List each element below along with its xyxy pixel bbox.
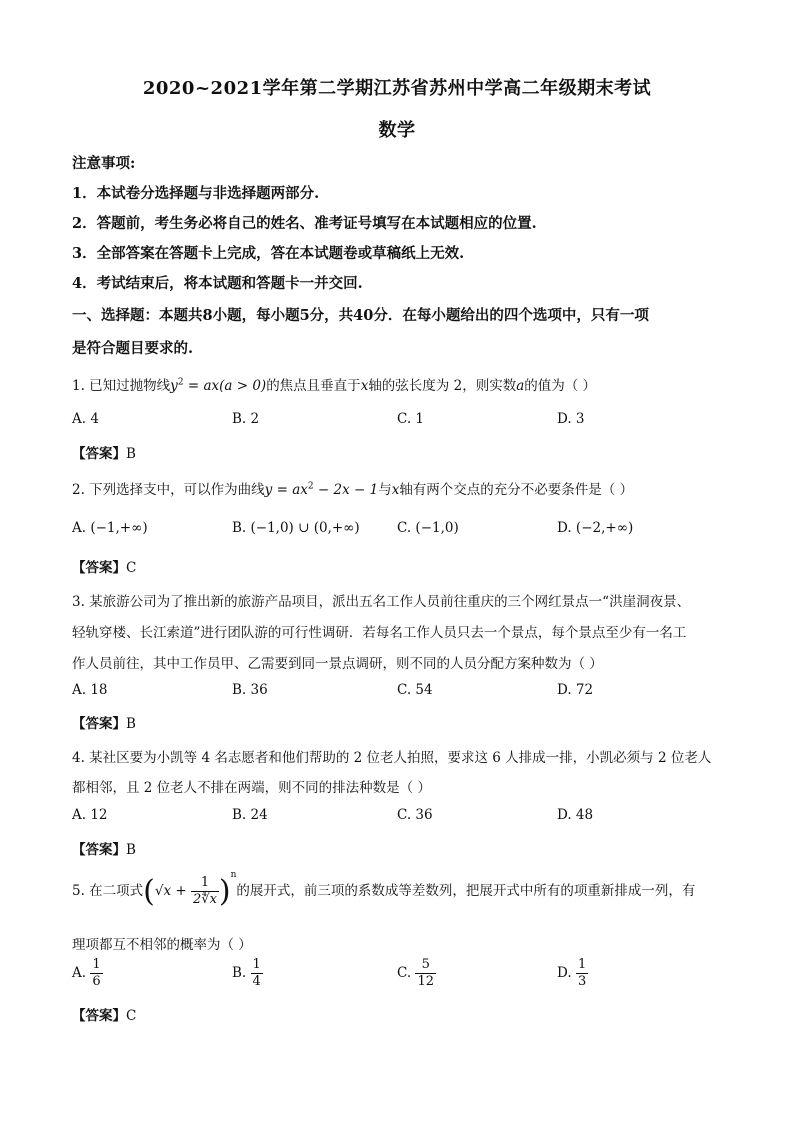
question-3-line-2: 轻轨穿楼、长江索道”进行团队游的可行性调研．若每名工作人员只去一个景点，每个景点至少有一名工 <box>72 625 687 641</box>
question-2-stem: 2. 下列选择支中，可以作为曲线$y = ax^2 - 2x - 1$与x轴有两个交点的充分不必要条件是（ ） <box>72 481 634 498</box>
section-heading-line-2: 是符合题目要求的. <box>72 340 194 357</box>
option-c: C. 36 <box>397 807 433 823</box>
option-b: B. 24 <box>232 807 268 823</box>
question-2-answer: 【答案】C <box>72 560 137 576</box>
binomial-fraction: $\frac{1}{2∜x}$ <box>193 875 217 907</box>
notes-heading: 注意事项: <box>72 155 136 172</box>
question-4-line-2: 都相邻，且 2 位老人不排在两端，则不同的排法种数是（ ） <box>72 780 431 796</box>
option-d: D. (−2,+∞) <box>557 520 634 536</box>
option-a: A. 12 <box>72 807 108 823</box>
question-5-answer: 【答案】C <box>72 1008 137 1024</box>
option-c: C. 54 <box>397 682 433 698</box>
option-b: B. (−1,0) ∪ (0,+∞) <box>232 520 360 536</box>
question-5-line-2: 理项都互不相邻的概率为（ ） <box>72 937 252 953</box>
exam-title: 2020~2021学年第二学期江苏省苏州中学高二年级期末考试 <box>142 78 652 99</box>
question-3-answer: 【答案】B <box>72 716 136 732</box>
question-1-answer: 【答案】B <box>72 446 136 462</box>
option-a: A. 18 <box>72 682 108 698</box>
option-a: A. (−1,+∞) <box>72 520 148 536</box>
note-item-4: 4．考试结束后，将本试题和答题卡一并交回. <box>72 275 363 292</box>
question-3-line-3: 作人员前往，其中工作员甲、乙需要到同一景点调研，则不同的人员分配方案种数为（ ） <box>72 656 603 672</box>
question-5-line-1: 5. 在二项式(√x + $\frac{1}{2∜x}$ )$^n$的展开式，前三项的系数成等差数列，把展开式中所有的项重新排成一列，有 <box>72 870 696 909</box>
question-1-stem: 1. 已知过抛物线$y^2 = ax(a > 0)$的焦点且垂直于x轴的弦长度为 2，则实数a的值为（ ） <box>72 377 597 394</box>
option-a: A. $\frac{1}{6}$ <box>72 957 101 989</box>
option-b: B. 36 <box>232 682 268 698</box>
option-d: D. 3 <box>557 411 585 427</box>
option-d: D. 72 <box>557 682 594 698</box>
option-b: B. $\frac{1}{4}$ <box>232 957 261 989</box>
option-c: C. (−1,0) <box>397 520 459 536</box>
option-c: C. 1 <box>397 411 425 427</box>
question-4-line-1: 4. 某社区要为小凯等 4 名志愿者和他们帮助的 2 位老人拍照，要求这 6 人排成一排，小凯必须与 2 位老人 <box>72 750 712 766</box>
subject-title: 数学 <box>378 120 416 141</box>
note-item-1: 1．本试卷分选择题与非选择题两部分. <box>72 185 320 202</box>
option-d: D. 48 <box>557 807 594 823</box>
section-heading-line-1: 一、选择题：本题共8小题，每小题5分，共40分．在每小题给出的四个选项中，只有一项 <box>72 307 649 324</box>
option-d: D. $\frac{1}{3}$ <box>557 957 587 989</box>
note-item-2: 2．答题前，考生务必将自己的姓名、准考证号填写在本试题相应的位置. <box>72 215 537 232</box>
question-4-answer: 【答案】B <box>72 842 136 858</box>
note-item-3: 3．全部答案在答题卡上完成，答在本试题卷或草稿纸上无效. <box>72 245 465 262</box>
option-b: B. 2 <box>232 411 260 427</box>
option-a: A. 4 <box>72 411 99 427</box>
question-3-line-1: 3. 某旅游公司为了推出新的旅游产品项目，派出五名工作人员前往重庆的三个网红景点一“洪崖洞夜景、 <box>72 594 691 610</box>
option-c: C. $\frac{5}{12}$ <box>397 957 434 989</box>
